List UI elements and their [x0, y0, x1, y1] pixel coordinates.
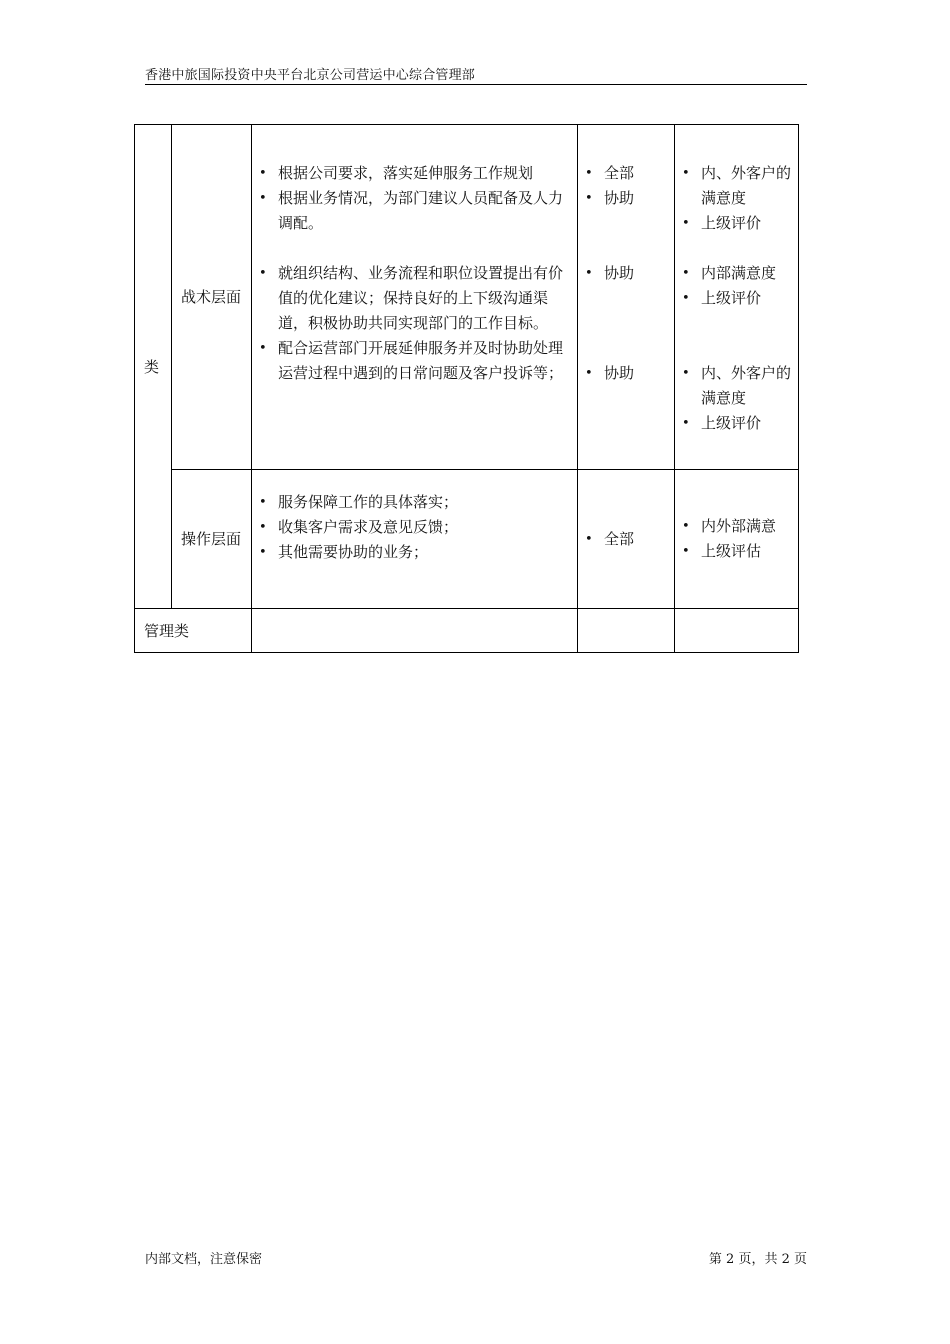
duty-item: • 根据业务情况，为部门建议人员配备及人力调配。 — [252, 186, 567, 236]
category-cell — [135, 125, 172, 609]
evaluation-list — [675, 161, 792, 236]
duty-list — [252, 161, 567, 236]
management-scope-cell — [578, 609, 675, 653]
scope-list — [578, 161, 674, 211]
tactical-duties-cell — [252, 125, 578, 470]
management-duties-cell — [252, 609, 578, 653]
evaluation-item: • 上级评价 — [675, 411, 792, 436]
duty-item: • 服务保障工作的具体落实； — [252, 490, 567, 515]
tactical-scope-cell — [578, 125, 675, 470]
tactical-level-cell — [172, 125, 252, 470]
operational-duties-cell — [252, 470, 578, 609]
tactical-level-label: 战术层面 — [181, 287, 242, 306]
tactical-row — [135, 125, 799, 470]
operational-evaluation-cell — [675, 470, 799, 609]
duty-item: • 根据公司要求，落实延伸服务工作规划 — [252, 161, 567, 186]
page-number: 第 2 页，共 2 页 — [708, 1252, 807, 1267]
evaluation-list — [675, 261, 792, 311]
scope-list — [578, 261, 674, 286]
confidential-notice: 内部文档，注意保密 — [145, 1252, 263, 1267]
evaluation-list — [675, 514, 792, 564]
duty-item: • 配合运营部门开展延伸服务并及时协助处理运营过程中遇到的日常问题及客户投诉等； — [252, 336, 567, 386]
scope-item: • 协助 — [578, 361, 674, 386]
header-divider — [145, 84, 807, 85]
evaluation-item: • 上级评价 — [675, 211, 792, 236]
duty-list — [252, 261, 567, 386]
scope-item: • 协助 — [578, 186, 674, 211]
evaluation-item: • 内部满意度 — [675, 261, 792, 286]
operational-scope-cell — [578, 470, 675, 609]
management-evaluation-cell — [675, 609, 799, 653]
duty-item: • 收集客户需求及意见反馈； — [252, 515, 567, 540]
scope-list — [578, 361, 674, 386]
category-label: 类 — [144, 358, 160, 376]
evaluation-list — [675, 361, 792, 436]
management-row — [135, 609, 799, 653]
responsibility-table — [134, 124, 799, 653]
duty-item: • 其他需要协助的业务； — [252, 540, 567, 565]
scope-item: • 全部 — [578, 527, 674, 552]
duty-item: • 就组织结构、业务流程和职位设置提出有价值的优化建议；保持良好的上下级沟通渠道，积极协助共同实现部门的工作目标。 — [252, 261, 567, 336]
scope-item: • 协助 — [578, 261, 674, 286]
evaluation-item: • 内、外客户的满意度 — [675, 361, 792, 411]
duty-list — [252, 490, 567, 565]
management-category-label: 管理类 — [144, 622, 190, 640]
operational-level-label: 操作层面 — [181, 529, 242, 548]
evaluation-item: • 内外部满意 — [675, 514, 792, 539]
management-category-cell — [135, 609, 252, 653]
operational-row — [135, 470, 799, 609]
operational-level-cell — [172, 470, 252, 609]
evaluation-item: • 内、外客户的满意度 — [675, 161, 792, 211]
page-header: 香港中旅国际投资中央平台北京公司营运中心综合管理部 — [145, 68, 476, 83]
scope-list — [578, 527, 674, 552]
evaluation-item: • 上级评价 — [675, 286, 792, 311]
evaluation-item: • 上级评估 — [675, 539, 792, 564]
scope-item: • 全部 — [578, 161, 674, 186]
tactical-evaluation-cell — [675, 125, 799, 470]
